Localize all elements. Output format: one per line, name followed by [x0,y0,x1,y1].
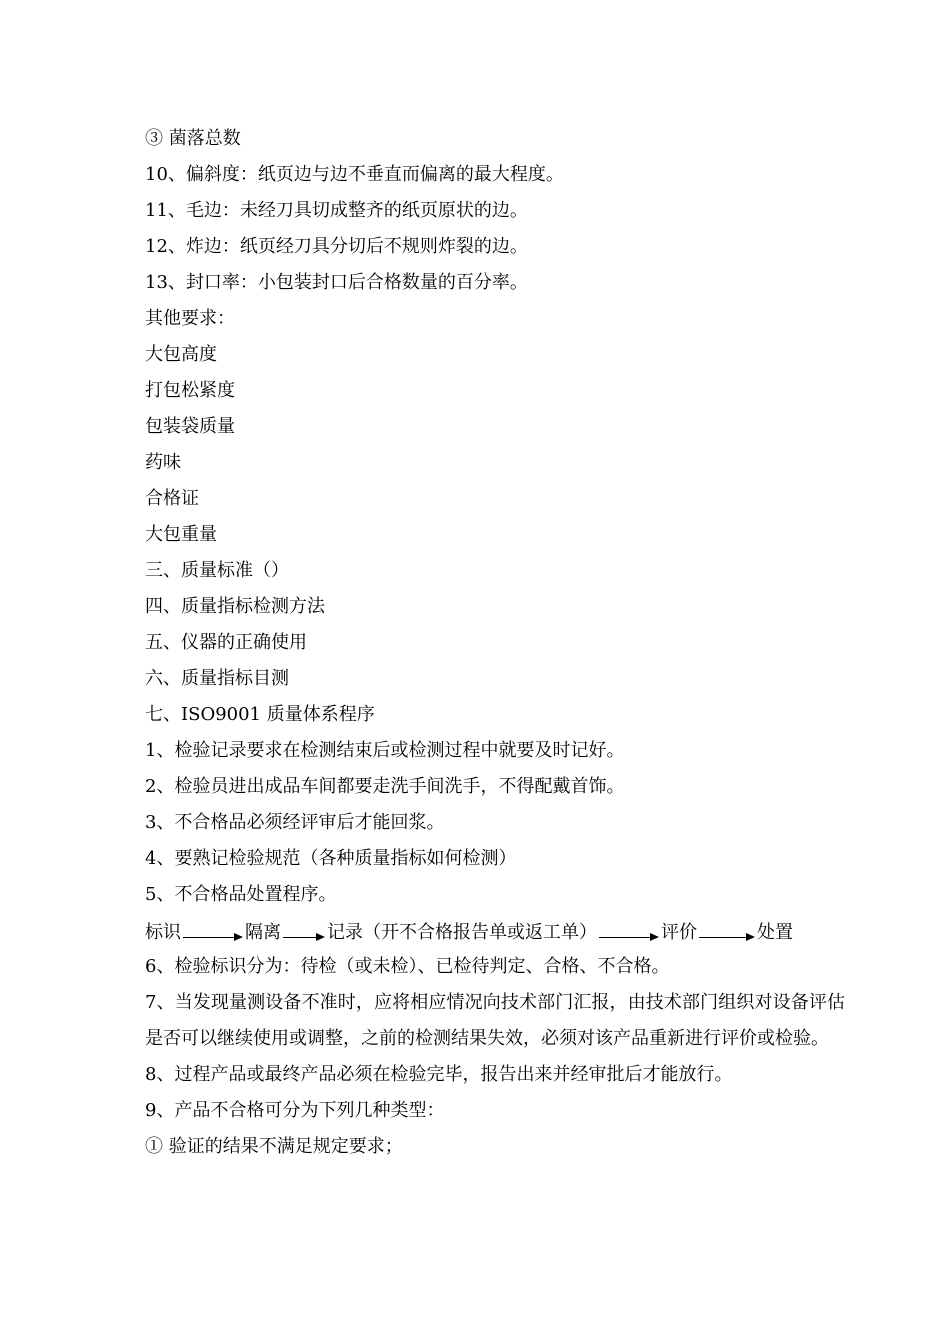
list-item: 大包重量 [145,524,217,545]
arrow-right-icon [599,913,659,949]
text-line: 13、封口率：小包装封口后合格数量的百分率。 [145,272,528,293]
flow-step-identify: 标识 [145,922,181,943]
text-line: 1、检验记录要求在检测结束后或检测过程中就要及时记好。 [145,740,625,761]
section-heading: 四、质量指标检测方法 [145,596,325,617]
text-line: 11、毛边：未经刀具切成整齐的纸页原状的边。 [145,200,528,221]
section-heading: 三、质量标准（） [145,560,289,581]
text-line: 5、不合格品处置程序。 [145,884,337,905]
paragraph: 7、当发现量测设备不准时，应将相应情况向技术部门汇报，由技术部门组织对设备评估是否可以继续使用或调整，之前的检测结果失效，必须对该产品重新进行评价或检验。 [145,992,845,1049]
list-item: 打包松紧度 [145,380,235,401]
text-line: 10、偏斜度：纸页边与边不垂直而偏离的最大程度。 [145,164,564,185]
text-line: 3、不合格品必须经评审后才能回浆。 [145,812,445,833]
section-heading: 五、仪器的正确使用 [145,632,307,653]
text-line: 9、产品不合格可分为下列几种类型： [145,1100,445,1121]
arrow-right-icon [183,913,243,949]
text-line: ③ 菌落总数 [145,128,241,149]
text-line: 12、炸边：纸页经刀具分切后不规则炸裂的边。 [145,236,528,257]
list-item: 合格证 [145,488,199,509]
list-item: 大包高度 [145,344,217,365]
text-line: 4、要熟记检验规范（各种质量指标如何检测） [145,848,517,869]
flow-step-record: 记录（开不合格报告单或返工单） [327,922,597,943]
flow-step-evaluate: 评价 [661,922,697,943]
arrow-right-icon [699,913,755,949]
text-line: ① 验证的结果不满足规定要求； [145,1136,403,1157]
section-heading: 七、ISO9001 质量体系程序 [145,704,375,725]
section-heading: 其他要求： [145,308,235,329]
flow-step-isolate: 隔离 [245,922,281,943]
arrow-right-icon [283,913,325,949]
list-item: 药味 [145,452,181,473]
document-content [145,121,845,1165]
list-item: 包装袋质量 [145,416,235,437]
text-line: 2、检验员进出成品车间都要走洗手间洗手，不得配戴首饰。 [145,776,625,797]
process-flow [145,913,845,949]
text-line: 8、过程产品或最终产品必须在检验完毕，报告出来并经审批后才能放行。 [145,1064,733,1085]
section-heading: 六、质量指标目测 [145,668,289,689]
flow-step-dispose: 处置 [757,922,793,943]
text-line: 6、检验标识分为：待检（或未检）、已检待判定、合格、不合格。 [145,956,670,977]
